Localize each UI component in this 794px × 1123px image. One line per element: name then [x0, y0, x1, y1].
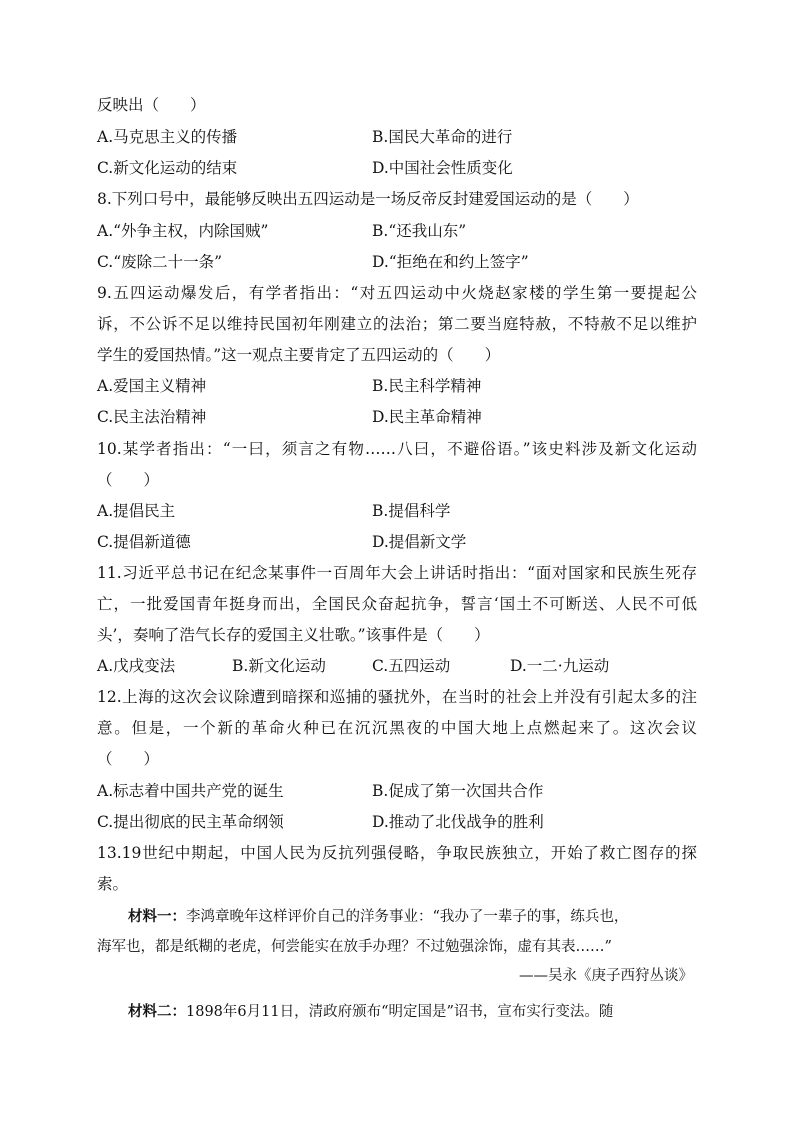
q12-option-c: C.提出彻底的民主革命纲领	[97, 813, 284, 831]
material-2-line1	[128, 1002, 613, 1022]
q7-option-c: C.新文化运动的结束	[97, 159, 238, 177]
q12-option-b: B.促成了第一次国共合作	[372, 782, 544, 800]
q13-stem-line1: 13.19世纪中期起，中国人民为反抗列强侵略，争取民族独立，开始了救亡图存的探	[97, 844, 697, 862]
q10-option-c: C.提倡新道德	[97, 533, 191, 551]
q11-option-d: D.一二·九运动	[510, 657, 610, 675]
q11-option-a: A.戊戌变法	[97, 657, 176, 675]
q9-option-b: B.民主科学精神	[372, 377, 482, 395]
q8-option-a: A.“外争主权，内除国贼”	[97, 222, 269, 240]
q7-option-d: D.中国社会性质变化	[372, 159, 513, 177]
material-1-text-line2: 海军也，都是纸糊的老虎，何尝能实在放手办理？不过勉强涂饰，虚有其表……”	[97, 939, 612, 955]
q9-stem-line3: 学生的爱国热情。”这一观点主要肯定了五四运动的（ ）	[97, 346, 501, 364]
q8-stem: 8.下列口号中，最能够反映出五四运动是一场反帝反封建爱国运动的是（ ）	[97, 190, 639, 208]
material-1-label: 材料一：	[128, 908, 186, 925]
q8-option-b: B.“还我山东”	[372, 222, 467, 240]
q10-option-d: D.提倡新文学	[372, 533, 467, 551]
q9-option-d: D.民主革命精神	[372, 408, 482, 426]
material-1-text-line1: 李鸿章晚年这样评价自己的洋务事业：“我办了一辈子的事，练兵也，	[186, 909, 629, 925]
q11-stem-line3: 头’，奏响了浩气长存的爱国主义壮歌。”该事件是（ ）	[97, 626, 490, 644]
material-2-text-line1: 1898年6月11日，清政府颁布“明定国是”诏书，宣布实行变法。随	[186, 1004, 614, 1020]
q10-option-a: A.提倡民主	[97, 502, 176, 520]
q9-option-c: C.民主法治精神	[97, 408, 207, 426]
q12-stem-line2: 意。但是，一个新的革命火种已在沉沉黑夜的中国大地上点燃起来了。这次会议	[97, 719, 697, 737]
q10-option-b: B.提倡科学	[372, 502, 451, 520]
q8-option-d: D.“拒绝在和约上签字”	[372, 253, 529, 271]
q11-option-c: C.五四运动	[372, 657, 451, 675]
q8-option-c: C.“废除二十一条”	[97, 253, 223, 271]
material-2-label: 材料二：	[128, 1003, 186, 1020]
q11-stem-line1: 11.习近平总书记在纪念某事件一百周年大会上讲话时指出：“面对国家和民族生死存	[97, 564, 697, 582]
q13-stem-line2: 索。	[97, 875, 129, 893]
q9-stem-line1: 9.五四运动爆发后，有学者指出：“对五四运动中火烧赵家楼的学生第一要提起公	[97, 284, 697, 302]
q7-stem-tail: 反映出（ ）	[97, 96, 206, 114]
q10-stem-line2: （ ）	[97, 471, 160, 489]
material-1-source: ——吴永《庚子西狩丛谈》	[519, 968, 693, 984]
q9-stem-line2: 诉，不公诉不足以维持民国初年刚建立的法治；第二要当庭特赦，不特赦不足以维护	[97, 315, 697, 333]
q11-option-b: B.新文化运动	[232, 657, 326, 675]
q12-option-d: D.推动了北伐战争的胜利	[372, 813, 544, 831]
q7-option-b: B.国民大革命的进行	[372, 128, 513, 146]
q9-option-a: A.爱国主义精神	[97, 377, 207, 395]
q12-option-a: A.标志着中国共产党的诞生	[97, 782, 284, 800]
q12-stem-line3: （ ）	[97, 750, 160, 768]
q12-stem-line1: 12.上海的这次会议除遭到暗探和巡捕的骚扰外，在当时的社会上并没有引起太多的注	[97, 688, 697, 706]
q10-stem-line1: 10.某学者指出：“一曰，须言之有物……八曰，不避俗语。”该史料涉及新文化运动	[97, 440, 697, 458]
q11-stem-line2: 亡，一批爱国青年挺身而出，全国民众奋起抗争，誓言‘国土不可断送、人民不可低	[97, 595, 697, 613]
material-1-line1	[128, 907, 628, 927]
q7-option-a: A.马克思主义的传播	[97, 128, 238, 146]
